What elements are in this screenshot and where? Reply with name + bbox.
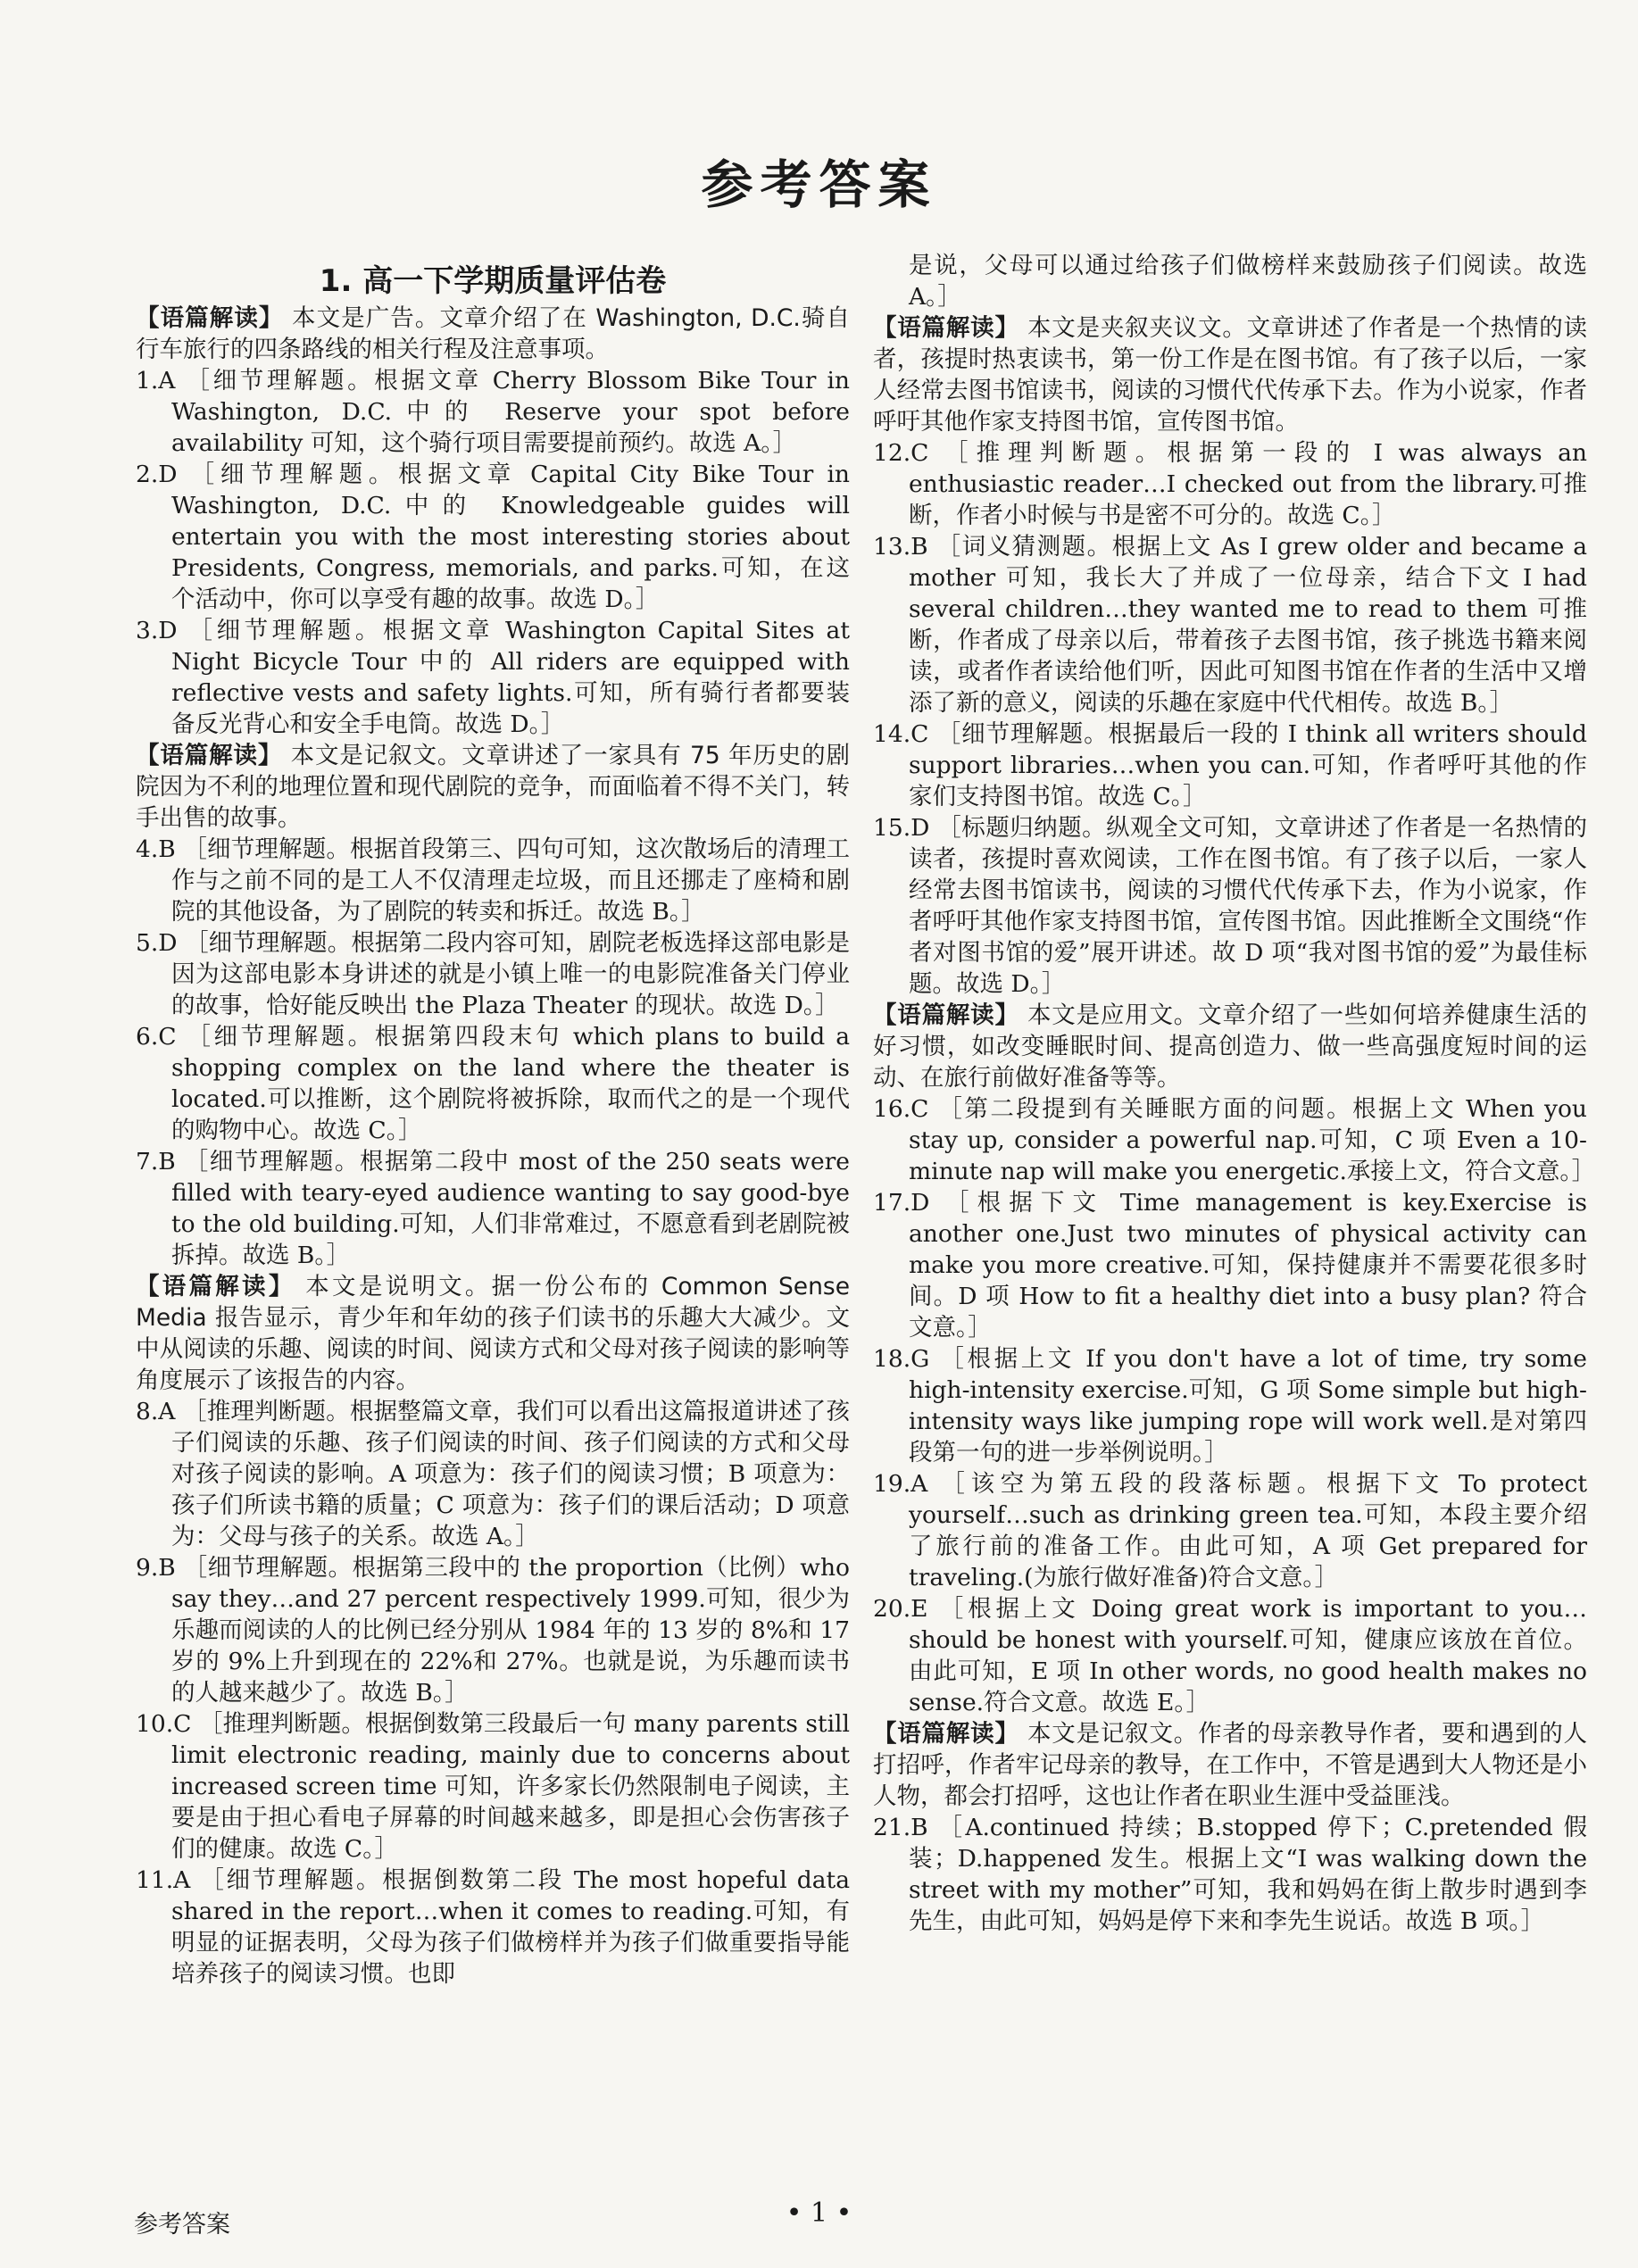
answer-item [136,834,850,927]
answer-number: 4.B [136,835,184,863]
answer-explanation: ［根据上文 If you don't have a lot of time, try some high-intensity exercise.可知，G 项 Some simple but high-intensity ways like jumping rope will work well.是对第四段第一句的进一步举例说明。］ [909,1345,1587,1466]
answer-item [136,1396,850,1552]
passage-intro-text: 本文是应用文。文章介绍了一些如何培养健康生活的好习惯，如改变睡眠时间、提高创造力、做一些高强度短时间的运动、在旅行前做好准备等等。 [873,1001,1587,1092]
passage-intro-tag: 【语篇解读】 [873,314,1019,342]
answer-number: 1.A [136,367,187,395]
answer-explanation: ［标题归纳题。纵观全文可知，文章讲述了作者是一名热情的读者，孩提时喜欢阅读，工作在图书馆。有了孩子以后，一家人经常去图书馆读书，阅读的习惯代代传承下去，作为小说家，作者呼吁其他作家支持图书馆，宣传图书馆。因此推断全文围绕“作者对图书馆的爱”展开讲述。故 D 项“我对图书馆的爱”为最佳标题。故选 D。］ [909,814,1587,998]
answer-item [873,531,1587,719]
answer-number: 9.B [136,1554,184,1582]
answer-number: 7.B [136,1148,185,1176]
answer-explanation: ［细节理解题。根据首段第三、四句可知，这次散场后的清理工作与之前不同的是工人不仅清理走垃圾，而且还挪走了座椅和剧院的其他设备，为了剧院的转卖和拆迁。故选 B。］ [171,835,850,926]
answer-item [136,1552,850,1708]
answer-number: 11.A [136,1866,201,1894]
answer-explanation: ［细节理解题。根据第二段中 most of the 250 seats were filled with teary-eyed audience wanting to say good-bye to the old building.可知，人们非常难过，不愿意看到老剧院被拆掉。故选 B。］ [171,1148,850,1269]
answer-item [136,927,850,1021]
answer-explanation: ［该空为第五段的段落标题。根据下文 To protect yourself…such as drinking green tea.可知，本段主要介绍了旅行前的准备工作。由此可知，A 项 Get prepared for traveling.(为旅行做好准备)符合文意。］ [909,1470,1587,1591]
answer-item [873,437,1587,531]
passage-intro [873,1718,1587,1812]
page-title: 参考答案 [701,154,937,215]
answer-explanation: ［细节理解题。根据倒数第二段 The most hopeful data shared in the report…when it comes to reading.可知，有明显的证据表明，父母为孩子们做榜样并为孩子们做重要指导能培养孩子的阅读习惯。也即 [171,1866,850,1988]
answer-number: 16.C [873,1095,939,1123]
answer-explanation: ［细节理解题。根据文章 Capital City Bike Tour in Washington, D.C.中的 Knowledgeable guides will entertain you with the most interesting stories about Presidents, Congress, memorials, and parks.可知，在这个活动中，你可以享受有趣的故事。故选 D。］ [171,461,850,613]
answer-explanation: ［细节理解题。根据第二段内容可知，剧院老板选择这部电影是因为这部电影本身讲述的就是小镇上唯一的电影院准备关门停业的故事，恰好能反映出 the Plaza Theater 的现状。故选 D。］ [171,929,850,1019]
passage-intro-tag: 【语篇解读】 [873,1720,1019,1748]
answer-item [136,615,850,740]
answer-number: 20.E [873,1595,940,1623]
passage-intro-tag: 【语篇解读】 [136,1273,295,1300]
passage-intro-text: 本文是广告。文章介绍了在 Washington, D.C.骑自行车旅行的四条路线的相关行程及注意事项。 [136,304,851,363]
answer-item [873,812,1587,1000]
answer-item [873,1343,1587,1468]
page-number: • 1 • [786,2197,852,2229]
answer-explanation: ［细节理解题。根据文章 Cherry Blossom Bike Tour in Washington, D.C.中的 Reserve your spot before availability 可知，这个骑行项目需要提前预约。故选 A。］ [171,367,850,457]
answer-explanation: ［A.continued 持续；B.stopped 停下；C.pretended 假装；D.happened 发生。根据上文“I was walking down the street with my mother”可知，我和妈妈在街上散步时遇到李先生，由此可知，妈妈是停下来和李先生说话。故选 B 项。］ [909,1814,1587,1935]
answer-item [136,1865,850,1990]
passage-intro-text: 本文是记叙文。作者的母亲教导作者，要和遇到的人打招呼，作者牢记母亲的教导，在工作中，不管是遇到大人物还是小人物，都会打招呼，这也让作者在职业生涯中受益匪浅。 [873,1720,1587,1810]
answer-explanation: ［细节理解题。根据文章 Washington Capital Sites at Night Bicycle Tour 中的 All riders are equipped with reflective vests and safety lights.可知，所有骑行者都要装备反光背心和安全手电筒。故选 D。］ [171,617,850,738]
passage-intro-text: 本文是说明文。据一份公布的 Common Sense Media 报告显示，青少年和年幼的孩子们读书的乐趣大大减少。文中从阅读的乐趣、阅读的时间、阅读方式和父母对孩子阅读的影响等角度展示了该报告的内容。 [136,1273,850,1394]
answer-item [136,459,850,615]
passage-intro [873,312,1587,437]
answer-number: 14.C [873,720,937,748]
answer-number: 19.A [873,1470,942,1498]
answer-number: 5.D [136,929,186,957]
passage-intro [873,1000,1587,1093]
answer-item [873,1812,1587,1937]
passage-intro [136,1271,850,1396]
answer-item [873,719,1587,812]
answer-number: 2.D [136,461,191,488]
answer-number: 6.C [136,1023,187,1051]
answer-item [873,1187,1587,1343]
passage-intro [136,303,850,365]
answer-number: 3.D [136,617,189,644]
left-column-body [136,303,850,1990]
section-title: 1. 高一下学期质量评估卷 [319,263,667,299]
answer-number: 10.C [136,1710,199,1738]
footer-label: 参考答案 [134,2211,230,2239]
passage-intro [136,740,850,834]
right-column-body [873,250,1596,1937]
answer-number: 18.G [873,1345,941,1373]
answer-explanation: ［推理判断题。根据整篇文章，我们可以看出这篇报道讲述了孩子们阅读的乐趣、孩子们阅读的时间、孩子们阅读的方式和父母对孩子阅读的影响。A 项意为：孩子们的阅读习惯；B 项意为：孩子们所读书籍的质量；C 项意为：孩子们的课后活动；D 项意为：父母与孩子的关系。故选 A。］ [171,1398,850,1550]
passage-intro-tag: 【语篇解读】 [136,304,284,332]
answer-continuation: 是说，父母可以通过给孩子们做榜样来鼓励孩子们阅读。故选 A。］ [909,252,1587,311]
left-column [136,259,850,1990]
answer-item [873,1468,1587,1593]
answer-number: 17.D [873,1189,945,1217]
answer-item [873,1593,1587,1718]
answer-number: 15.D [873,814,938,842]
answer-explanation: ［词义猜测题。根据上文 As I grew older and became a mother 可知，我长大了并成了一位母亲，结合下文 I had several children…they wanted me to read to them 可推断，作者成了母亲以后，带着孩子去图书馆，孩子挑选书籍来阅读，或者作者读给他们听，因此可知图书馆在作者的生活中又增添了新的意义，阅读的乐趣在家庭中代代相传。故选 B。］ [909,533,1587,717]
passage-intro-text: 本文是夹叙夹议文。文章讲述了作者是一个热情的读者，孩提时热衷读书，第一份工作是在图书馆。有了孩子以后，一家人经常去图书馆读书，阅读的习惯代代传承下去。作为小说家，作者呼吁其他作家支持图书馆，宣传图书馆。 [873,314,1587,436]
answer-number: 12.C [873,439,944,467]
answer-item [136,1708,850,1865]
answer-item [136,1021,850,1146]
passage-intro-tag: 【语篇解读】 [136,742,283,769]
answer-item [136,1146,850,1271]
answer-item [136,365,850,459]
answer-number: 13.B [873,533,937,561]
answer-number: 21.B [873,1814,939,1841]
passage-intro-text: 本文是记叙文。文章讲述了一家具有 75 年历史的剧院因为不利的地理位置和现代剧院的竞争，而面临着不得不关门，转手出售的故事。 [136,742,850,832]
answer-item [873,1093,1596,1187]
answer-explanation: ［推理判断题。根据倒数第三段最后一句 many parents still limit electronic reading, mainly due to concerns about increased screen time 可知，许多家长仍然限制电子阅读，主要是由于担心看电子屏幕的时间越来越多，即是担心会伤害孩子们的健康。故选 C。］ [171,1710,851,1863]
answer-explanation: ［第二段提到有关睡眠方面的问题。根据上文 When you stay up, consider a powerful nap.可知，C 项 Even a 10-minute nap will make you energetic.承接上文，符合文意。］ [909,1095,1596,1185]
answer-explanation: ［细节理解题。根据最后一段的 I think all writers should support libraries…when you can.可知，作者呼吁其他的作家们支持图书馆。故选 C。］ [909,720,1587,810]
answer-explanation: ［细节理解题。根据第三段中的 the proportion（比例）who say they…and 27 percent respectively 1999.可知，很少为乐趣而阅读的人的比例已经分别从 1984 年的 13 岁的 8%和 17 岁的 9%上升到现在的 22%和 27%。也就是说，为乐趣而读书的人越来越少了。故选 B。］ [171,1554,850,1707]
answer-number: 8.A [136,1398,184,1425]
answer-explanation: ［推理判断题。根据第一段的 I was always an enthusiastic reader…I checked out from the library.可推断，作者小时候与书是密不可分的。故选 C。］ [909,439,1588,529]
answer-explanation: ［根据下文 Time management is key.Exercise is another one.Just two minutes of physical activity can make you more creative.可知，保持健康并不需要花很多时间。D 项 How to fit a healthy diet into a busy plan? 符合文意。］ [909,1189,1587,1342]
passage-intro-tag: 【语篇解读】 [873,1001,1019,1029]
answer-explanation: ［细节理解题。根据第四段末句 which plans to build a shopping complex on the land where the theater is located.可以推断，这个剧院将被拆除，取而代之的是一个现代的购物中心。故选 C。］ [171,1023,850,1144]
answer-explanation: ［根据上文 Doing great work is important to you…should be honest with yourself.可知，健康应该放在首位。由此可知，E 项 In other words, no good health makes no sense.符合文意。故选 E。］ [909,1595,1587,1716]
right-column [873,250,1596,1937]
